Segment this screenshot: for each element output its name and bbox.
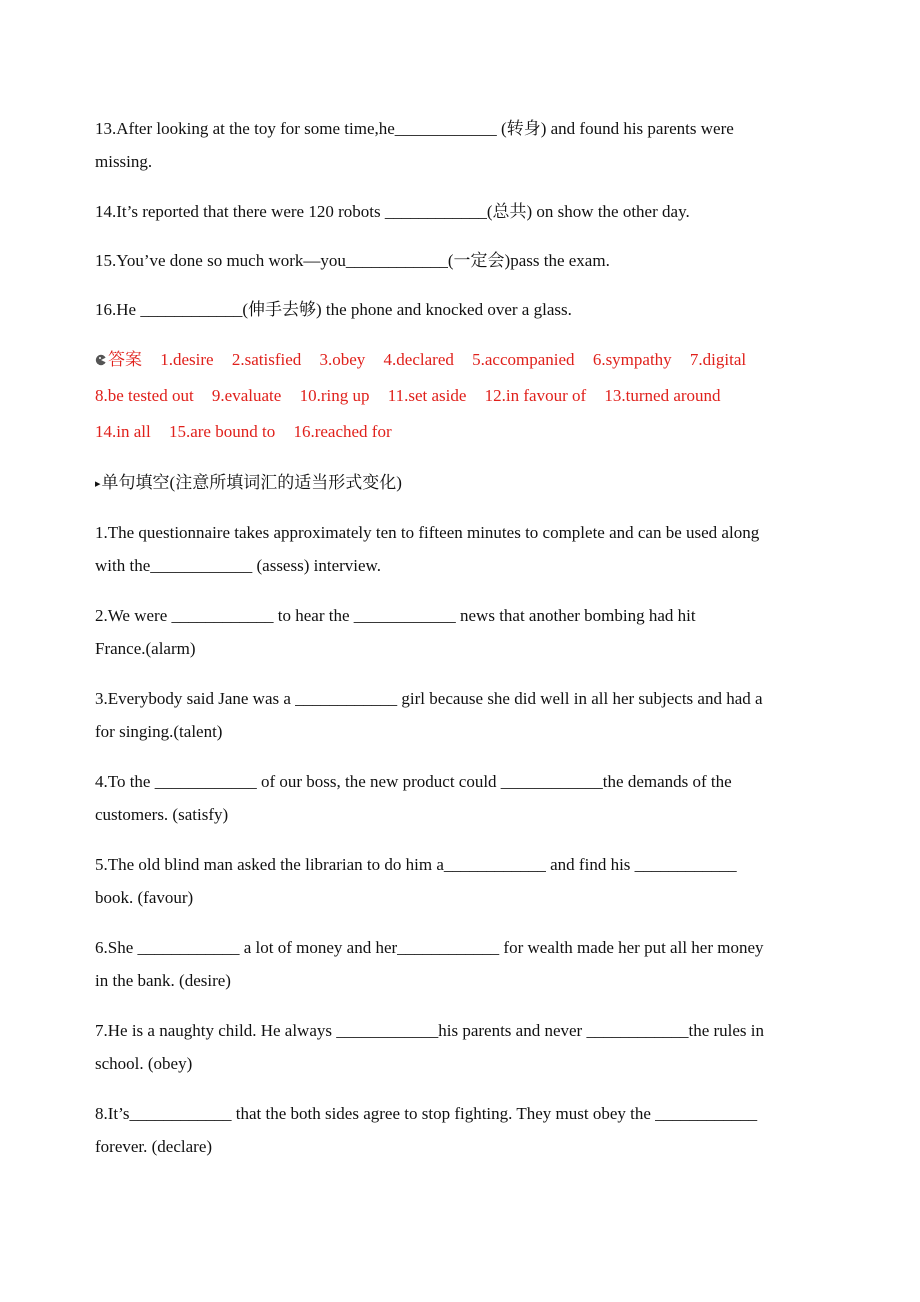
question-2-line-1: 2.We were ____________ to hear the ____________ news that another bombing had hit (95, 606, 696, 625)
question-13-line-2: missing. (95, 152, 153, 171)
question-8-line-1: 8.It’s____________ that the both sides agree to stop fighting. They must obey the ____________ (95, 1104, 758, 1123)
question-1-line-1: 1.The questionnaire takes approximately ten to fifteen minutes to complete and can be used along (95, 523, 760, 542)
answer-9: 9.evaluate (211, 386, 282, 405)
question-6-line-2: in the bank. (desire) (95, 971, 231, 990)
question-5-line-2: book. (favour) (95, 888, 194, 907)
answer-6: 6.sympathy (592, 350, 672, 369)
question-13-line-1: 13.After looking at the toy for some time,he____________ (转身) and found his parents were (95, 119, 734, 138)
answers-row-2 (95, 385, 721, 407)
answer-10: 10.ring up (299, 386, 370, 405)
question-8-line-2: forever. (declare) (95, 1137, 213, 1156)
answer-13: 13.turned around (604, 386, 721, 405)
answer-3: 3.obey (319, 350, 366, 369)
question-3-line-2: for singing.(talent) (95, 722, 223, 741)
answer-5: 5.accompanied (472, 350, 575, 369)
answers-row-3 (95, 421, 392, 443)
answer-15: 15.are bound to (168, 422, 276, 441)
question-1-line-2: with the____________ (assess) interview. (95, 556, 381, 575)
question-14-line-1: 14.It’s reported that there were 120 robots ____________(总共) on show the other day. (95, 202, 690, 221)
question-15-line-1: 15.You’ve done so much work—you____________(一定会)pass the exam. (95, 251, 610, 270)
answers-label: 答案 (108, 350, 142, 369)
triangle-marker-icon: ▸ (95, 478, 101, 490)
question-3-line-1: 3.Everybody said Jane was a ____________ girl because she did well in all her subjects and had a (95, 689, 763, 708)
answer-8: 8.be tested out (95, 386, 194, 405)
answer-icon (95, 354, 107, 366)
answer-7: 7.digital (689, 350, 747, 369)
question-7-line-1: 7.He is a naughty child. He always ____________his parents and never ____________the rules in (95, 1021, 765, 1040)
answers-row-1 (95, 349, 746, 371)
answer-4: 4.declared (383, 350, 454, 369)
question-4-line-1: 4.To the ____________ of our boss, the new product could ____________the demands of the (95, 772, 732, 791)
answer-1: 1.desire (160, 350, 214, 369)
question-7-line-2: school. (obey) (95, 1054, 193, 1073)
answer-12: 12.in favour of (484, 386, 587, 405)
question-16-line-1: 16.He ____________(伸手去够) the phone and knocked over a glass. (95, 300, 572, 319)
answer-2: 2.satisfied (231, 350, 302, 369)
answer-14: 14.in all (95, 422, 151, 441)
question-5-line-1: 5.The old blind man asked the librarian to do him a____________ and find his ____________ (95, 855, 737, 874)
section-title: 单句填空(注意所填词汇的适当形式变化) (101, 473, 402, 492)
question-4-line-2: customers. (satisfy) (95, 805, 229, 824)
section-header (95, 472, 402, 495)
answer-16: 16.reached for (293, 422, 392, 441)
question-6-line-1: 6.She ____________ a lot of money and her____________ for wealth made her put all her money (95, 938, 764, 957)
question-2-line-2: France.(alarm) (95, 639, 196, 658)
answer-11: 11.set aside (387, 386, 467, 405)
